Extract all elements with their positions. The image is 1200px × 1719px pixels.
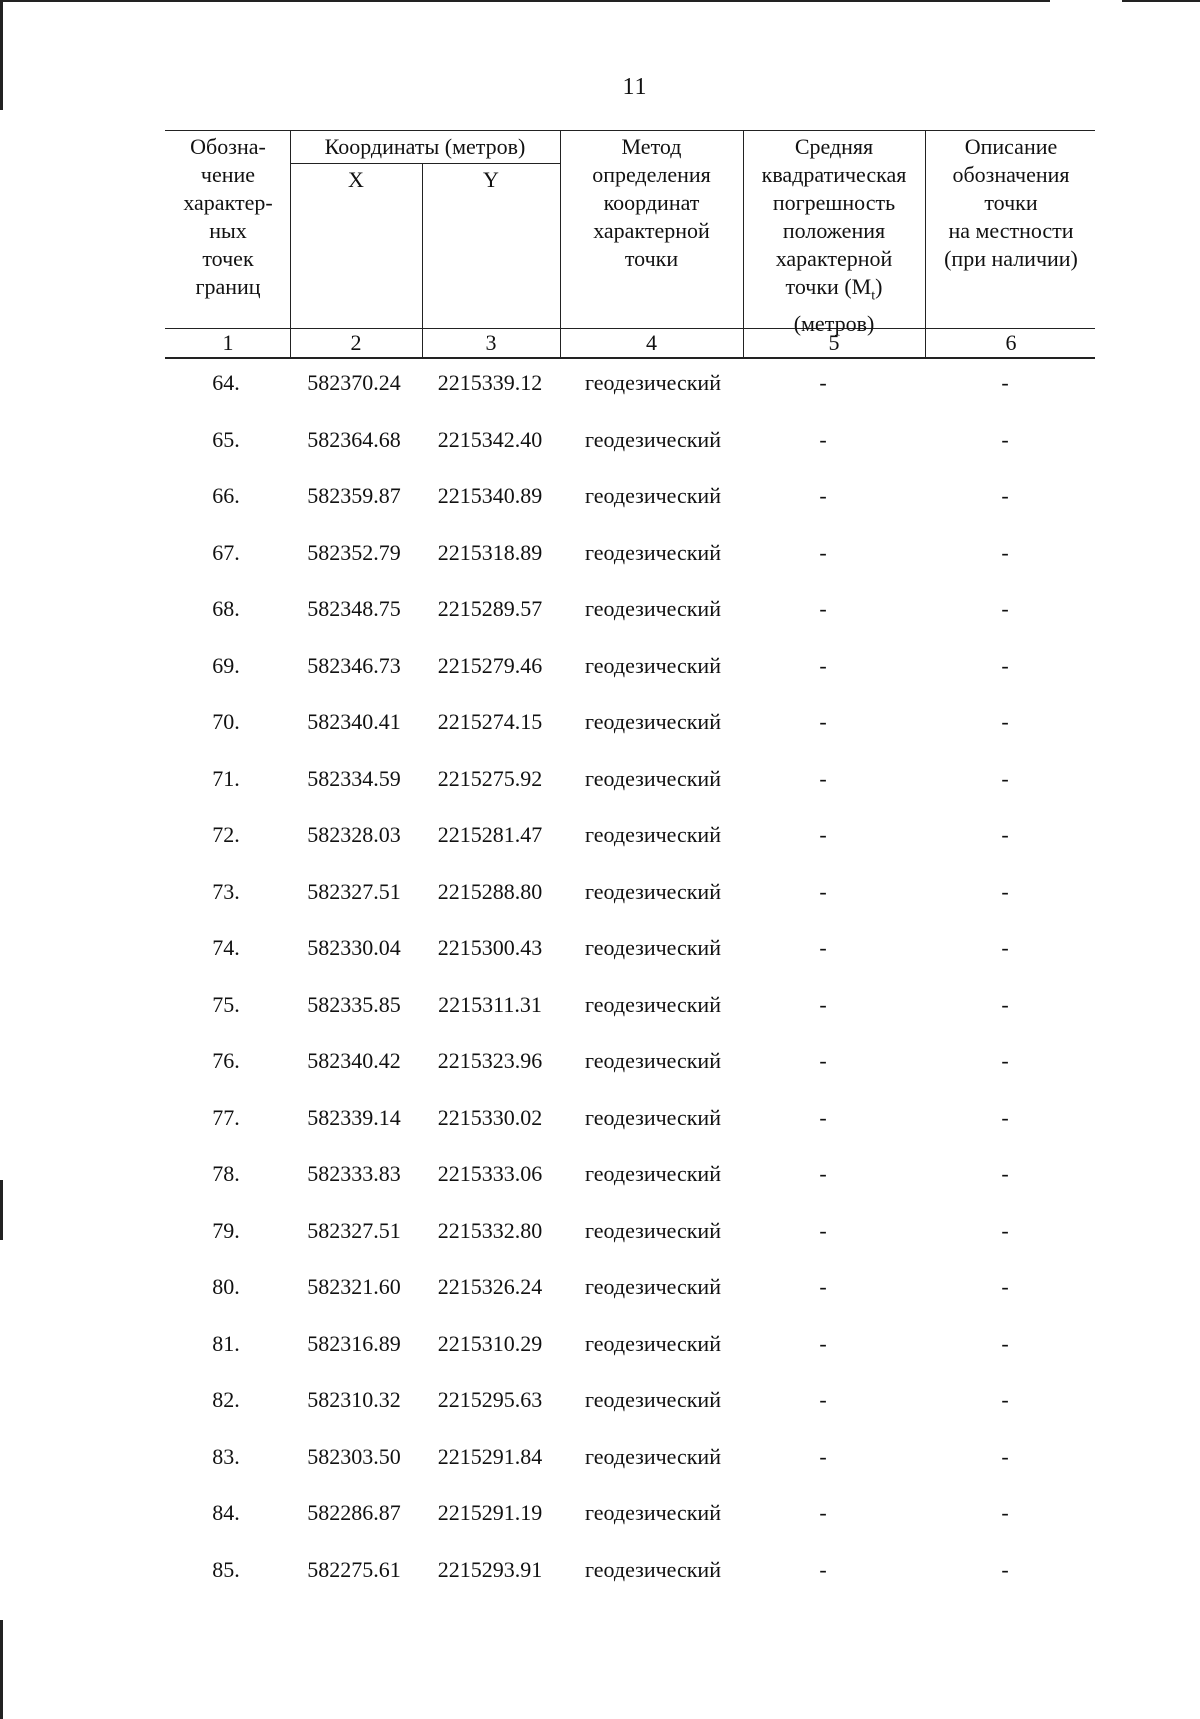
method: геодезический (585, 1104, 721, 1130)
table-row (0, 413, 1200, 470)
coord-x: 582348.75 (307, 596, 401, 621)
table-row (0, 1147, 1200, 1204)
coord-y: 2215295.63 (437, 1387, 543, 1412)
table-row (0, 978, 1200, 1035)
point-number: 73. (212, 878, 240, 904)
coord-y: 2215310.29 (437, 1330, 543, 1356)
point-number: 78. (212, 1161, 240, 1186)
point-number: 85. (212, 1556, 240, 1582)
table-row (0, 582, 1200, 639)
method: геодезический (585, 1161, 721, 1186)
coord-x: 582327.51 (307, 878, 401, 904)
table-row (0, 1091, 1200, 1148)
table-row (0, 1317, 1200, 1374)
method: геодезический (585, 878, 721, 904)
description: - (1001, 652, 1009, 678)
method: геодезический (585, 596, 721, 621)
mean-error: - (819, 709, 827, 734)
description: - (1001, 709, 1009, 734)
coord-x: 582316.89 (307, 1330, 401, 1356)
column-divider (560, 130, 561, 358)
coord-x: 582327.51 (307, 1217, 401, 1243)
mean-error: - (819, 1161, 827, 1186)
point-number: 75. (212, 991, 240, 1017)
coord-x: 582370.24 (307, 370, 401, 395)
coord-x: 582286.87 (307, 1500, 401, 1525)
table-row (0, 1260, 1200, 1317)
method: геодезический (585, 822, 721, 847)
table-row (0, 1373, 1200, 1430)
coord-x: 582335.85 (307, 991, 401, 1017)
table-row (0, 921, 1200, 978)
description: - (1001, 935, 1009, 960)
coord-y: 2215291.19 (437, 1500, 543, 1525)
method: геодезический (585, 652, 721, 678)
column-number: 6 (1005, 330, 1017, 355)
coord-x: 582310.32 (307, 1387, 401, 1412)
coord-x: 582334.59 (307, 765, 401, 791)
coord-x: 582340.42 (307, 1048, 401, 1073)
method: геодезический (585, 991, 721, 1017)
method: геодезический (585, 1217, 721, 1243)
point-number: 71. (212, 765, 240, 791)
header-mean-error-text: Средняя квадратическая погрешность положения характерной точки (M (761, 134, 907, 299)
coord-x: 582340.41 (307, 709, 401, 734)
coord-y: 2215311.31 (438, 991, 542, 1017)
point-number: 79. (212, 1217, 240, 1243)
header-mean-error (745, 133, 923, 338)
mean-error: - (819, 370, 827, 395)
coord-y: 2215339.12 (437, 370, 543, 395)
description: - (1001, 1274, 1009, 1299)
description: - (1001, 1387, 1009, 1412)
mean-error: - (819, 483, 827, 508)
point-number: 84. (212, 1500, 240, 1525)
header-description: Описание обозначения точки на местности (при наличии) (944, 134, 1078, 271)
coord-y: 2215279.46 (437, 652, 543, 678)
mean-error: - (819, 426, 827, 452)
method: геодезический (585, 1387, 721, 1412)
coord-x: 582275.61 (307, 1556, 401, 1582)
coord-y: 2215293.91 (437, 1556, 543, 1582)
method: геодезический (585, 1556, 721, 1582)
table-row (0, 1486, 1200, 1543)
mean-error: - (819, 935, 827, 960)
table-row (0, 1430, 1200, 1487)
mean-error: - (819, 1217, 827, 1243)
method: геодезический (585, 935, 721, 960)
coord-y: 2215288.80 (437, 878, 543, 904)
table-row (0, 865, 1200, 922)
mean-error: - (819, 765, 827, 791)
point-number: 76. (212, 1048, 240, 1073)
method: геодезический (585, 765, 721, 791)
mean-error: - (819, 1330, 827, 1356)
table-row (0, 1204, 1200, 1261)
coord-y: 2215333.06 (437, 1161, 543, 1186)
point-number: 74. (212, 935, 240, 960)
header-mean-error-units: ) (метров) (793, 274, 883, 337)
description: - (1001, 1500, 1009, 1525)
header-top-rule (165, 130, 1095, 131)
column-number: 3 (485, 330, 497, 355)
description: - (1001, 991, 1009, 1017)
point-number: 83. (212, 1443, 240, 1469)
description: - (1001, 596, 1009, 621)
point-number: 82. (212, 1387, 240, 1412)
coord-x: 582333.83 (307, 1161, 401, 1186)
top-rule-segment (1122, 0, 1200, 2)
description: - (1001, 1556, 1009, 1582)
coord-x: 582364.68 (307, 426, 401, 452)
point-number: 68. (212, 596, 240, 621)
coord-y: 2215342.40 (437, 426, 543, 452)
header-x: X (348, 167, 364, 192)
mean-error: - (819, 878, 827, 904)
table-row (0, 469, 1200, 526)
method: геодезический (585, 1274, 721, 1299)
coord-y: 2215274.15 (437, 709, 543, 734)
header-mean-error-subscript: t (871, 288, 876, 304)
description: - (1001, 483, 1009, 508)
description: - (1001, 1443, 1009, 1469)
coord-y: 2215330.02 (437, 1104, 543, 1130)
coord-x: 582346.73 (307, 652, 401, 678)
description: - (1001, 1330, 1009, 1356)
description: - (1001, 1104, 1009, 1130)
coord-x: 582328.03 (307, 822, 401, 847)
coord-x: 582303.50 (307, 1443, 401, 1469)
method: геодезический (585, 1330, 721, 1356)
mean-error: - (819, 1387, 827, 1412)
mean-error: - (819, 596, 827, 621)
method: геодезический (585, 426, 721, 452)
method: геодезический (585, 1048, 721, 1073)
point-number: 64. (212, 370, 240, 395)
top-rule-segment (0, 0, 1050, 2)
header-point-designation: Обозна- чение характер- ных точек границ (183, 134, 273, 299)
table-row (0, 752, 1200, 809)
method: геодезический (585, 1443, 721, 1469)
mean-error: - (819, 991, 827, 1017)
top-border-rule (0, 0, 1200, 3)
point-number: 67. (212, 539, 240, 565)
page-number: 11 (622, 74, 648, 100)
table-row (0, 356, 1200, 413)
table-row (0, 1034, 1200, 1091)
coords-subheader-rule (290, 163, 560, 164)
coordinates-table-body (0, 356, 1200, 1599)
description: - (1001, 1161, 1009, 1186)
description: - (1001, 765, 1009, 791)
point-number: 66. (212, 483, 240, 508)
coord-y: 2215318.89 (437, 539, 543, 565)
point-number: 72. (212, 822, 240, 847)
description: - (1001, 1048, 1009, 1073)
point-number: 70. (212, 709, 240, 734)
mean-error: - (819, 1104, 827, 1130)
column-divider (290, 130, 291, 358)
method: геодезический (585, 370, 721, 395)
coord-y: 2215291.84 (437, 1443, 543, 1469)
table-row (0, 695, 1200, 752)
method: геодезический (585, 1500, 721, 1525)
coord-x: 582352.79 (307, 539, 401, 565)
coord-x: 582330.04 (307, 935, 401, 960)
coord-y: 2215289.57 (437, 596, 543, 621)
header-method: Метод определения координат характерной точки (592, 134, 711, 271)
coord-x: 582359.87 (307, 483, 401, 508)
column-divider (743, 130, 744, 358)
mean-error: - (819, 1556, 827, 1582)
mean-error: - (819, 1048, 827, 1073)
coord-y: 2215281.47 (437, 822, 543, 847)
coord-y: 2215332.80 (437, 1217, 543, 1243)
column-number: 2 (350, 330, 362, 355)
coord-x: 582339.14 (307, 1104, 401, 1130)
method: геодезический (585, 709, 721, 734)
table-row (0, 639, 1200, 696)
mean-error: - (819, 822, 827, 847)
description: - (1001, 822, 1009, 847)
column-number: 5 (828, 330, 840, 355)
coord-x: 582321.60 (307, 1274, 401, 1299)
point-number: 80. (212, 1274, 240, 1299)
header-bottom-rule (165, 328, 1095, 329)
column-number: 1 (222, 330, 234, 355)
coord-y: 2215323.96 (437, 1048, 543, 1073)
table-row (0, 808, 1200, 865)
description: - (1001, 370, 1009, 395)
header-coordinates: Координаты (метров) (324, 134, 526, 159)
coord-y: 2215326.24 (437, 1274, 543, 1299)
mean-error: - (819, 1274, 827, 1299)
point-number: 69. (212, 652, 240, 678)
point-number: 65. (212, 426, 240, 452)
method: геодезический (585, 483, 721, 508)
mean-error: - (819, 1500, 827, 1525)
description: - (1001, 539, 1009, 565)
column-number: 4 (646, 330, 657, 355)
column-divider (925, 130, 926, 358)
coord-y: 2215275.92 (437, 765, 543, 791)
point-number: 77. (212, 1104, 240, 1130)
mean-error: - (819, 539, 827, 565)
description: - (1001, 1217, 1009, 1243)
mean-error: - (819, 652, 827, 678)
method: геодезический (585, 539, 721, 565)
coord-y: 2215300.43 (437, 935, 543, 960)
coord-y: 2215340.89 (437, 483, 543, 508)
table-row (0, 1543, 1200, 1600)
description: - (1001, 426, 1009, 452)
mean-error: - (819, 1443, 827, 1469)
scan-edge-mark (0, 1620, 3, 1719)
description: - (1001, 878, 1009, 904)
point-number: 81. (212, 1330, 240, 1356)
table-row (0, 526, 1200, 583)
column-divider (422, 163, 423, 358)
header-y: Y (483, 167, 499, 192)
